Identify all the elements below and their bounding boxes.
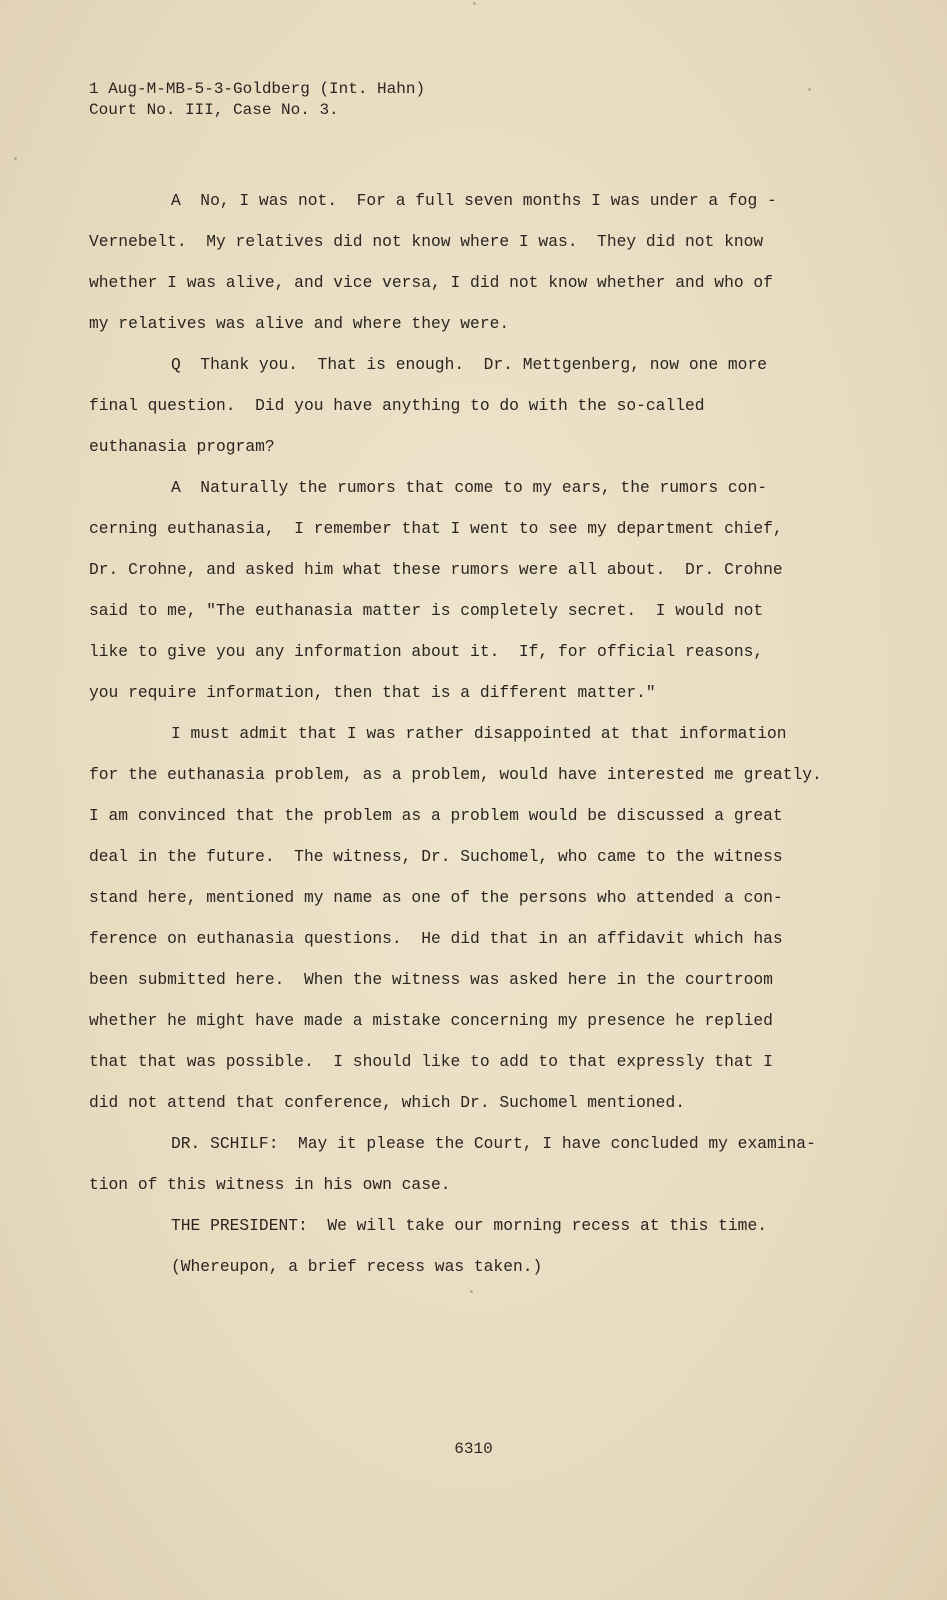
transcript-line: A No, I was not. For a full seven months I was under a fog - — [171, 191, 777, 210]
transcript-line: (Whereupon, a brief recess was taken.) — [171, 1257, 543, 1276]
transcript-line: whether I was alive, and vice versa, I did not know whether and who of — [89, 273, 773, 292]
transcript-line: cerning euthanasia, I remember that I went to see my department chief, — [89, 519, 783, 538]
transcript-line: THE PRESIDENT: We will take our morning recess at this time. — [171, 1216, 767, 1235]
transcript-line: Q Thank you. That is enough. Dr. Mettgenberg, now one more — [171, 355, 767, 374]
transcript-line: for the euthanasia problem, as a problem, would have interested me greatly. — [89, 765, 822, 784]
transcript-line: Vernebelt. My relatives did not know where I was. They did not know — [89, 232, 764, 251]
transcript-line: my relatives was alive and where they were. — [89, 314, 510, 333]
transcript-line: like to give you any information about it. If, for official reasons, — [89, 642, 764, 661]
transcript-line: Dr. Crohne, and asked him what these rumors were all about. Dr. Crohne — [89, 560, 783, 579]
transcript-line: final question. Did you have anything to do with the so-called — [89, 396, 705, 415]
transcript-line: that that was possible. I should like to add to that expressly that I — [89, 1052, 773, 1071]
transcript-line: A Naturally the rumors that come to my ears, the rumors con- — [171, 478, 767, 497]
transcript-body — [89, 180, 879, 1287]
transcript-line: deal in the future. The witness, Dr. Suchomel, who came to the witness — [89, 847, 783, 866]
transcript-line: you require information, then that is a different matter." — [89, 683, 656, 702]
document-header — [89, 79, 425, 121]
transcript-line: stand here, mentioned my name as one of the persons who attended a con- — [89, 888, 783, 907]
transcript-line: ference on euthanasia questions. He did that in an affidavit which has — [89, 929, 783, 948]
transcript-line: DR. SCHILF: May it please the Court, I have concluded my examina- — [171, 1134, 816, 1153]
paper-speck — [14, 157, 17, 160]
transcript-line: tion of this witness in his own case. — [89, 1175, 451, 1194]
paper-speck — [470, 1290, 473, 1293]
paper-speck — [808, 88, 811, 91]
transcript-line: said to me, "The euthanasia matter is completely secret. I would not — [89, 601, 764, 620]
transcript-line: I must admit that I was rather disappointed at that information — [171, 724, 787, 743]
paper-speck — [473, 2, 476, 5]
header-line-2: Court No. III, Case No. 3. — [89, 101, 339, 119]
header-line-1: 1 Aug-M-MB-5-3-Goldberg (Int. Hahn) — [89, 80, 426, 98]
transcript-line: did not attend that conference, which Dr. Suchomel mentioned. — [89, 1093, 685, 1112]
transcript-line: euthanasia program? — [89, 437, 275, 456]
transcript-line: whether he might have made a mistake concerning my presence he replied — [89, 1011, 773, 1030]
transcript-line: been submitted here. When the witness was asked here in the courtroom — [89, 970, 773, 989]
page-number: 6310 — [454, 1440, 493, 1458]
transcript-line: I am convinced that the problem as a problem would be discussed a great — [89, 806, 783, 825]
